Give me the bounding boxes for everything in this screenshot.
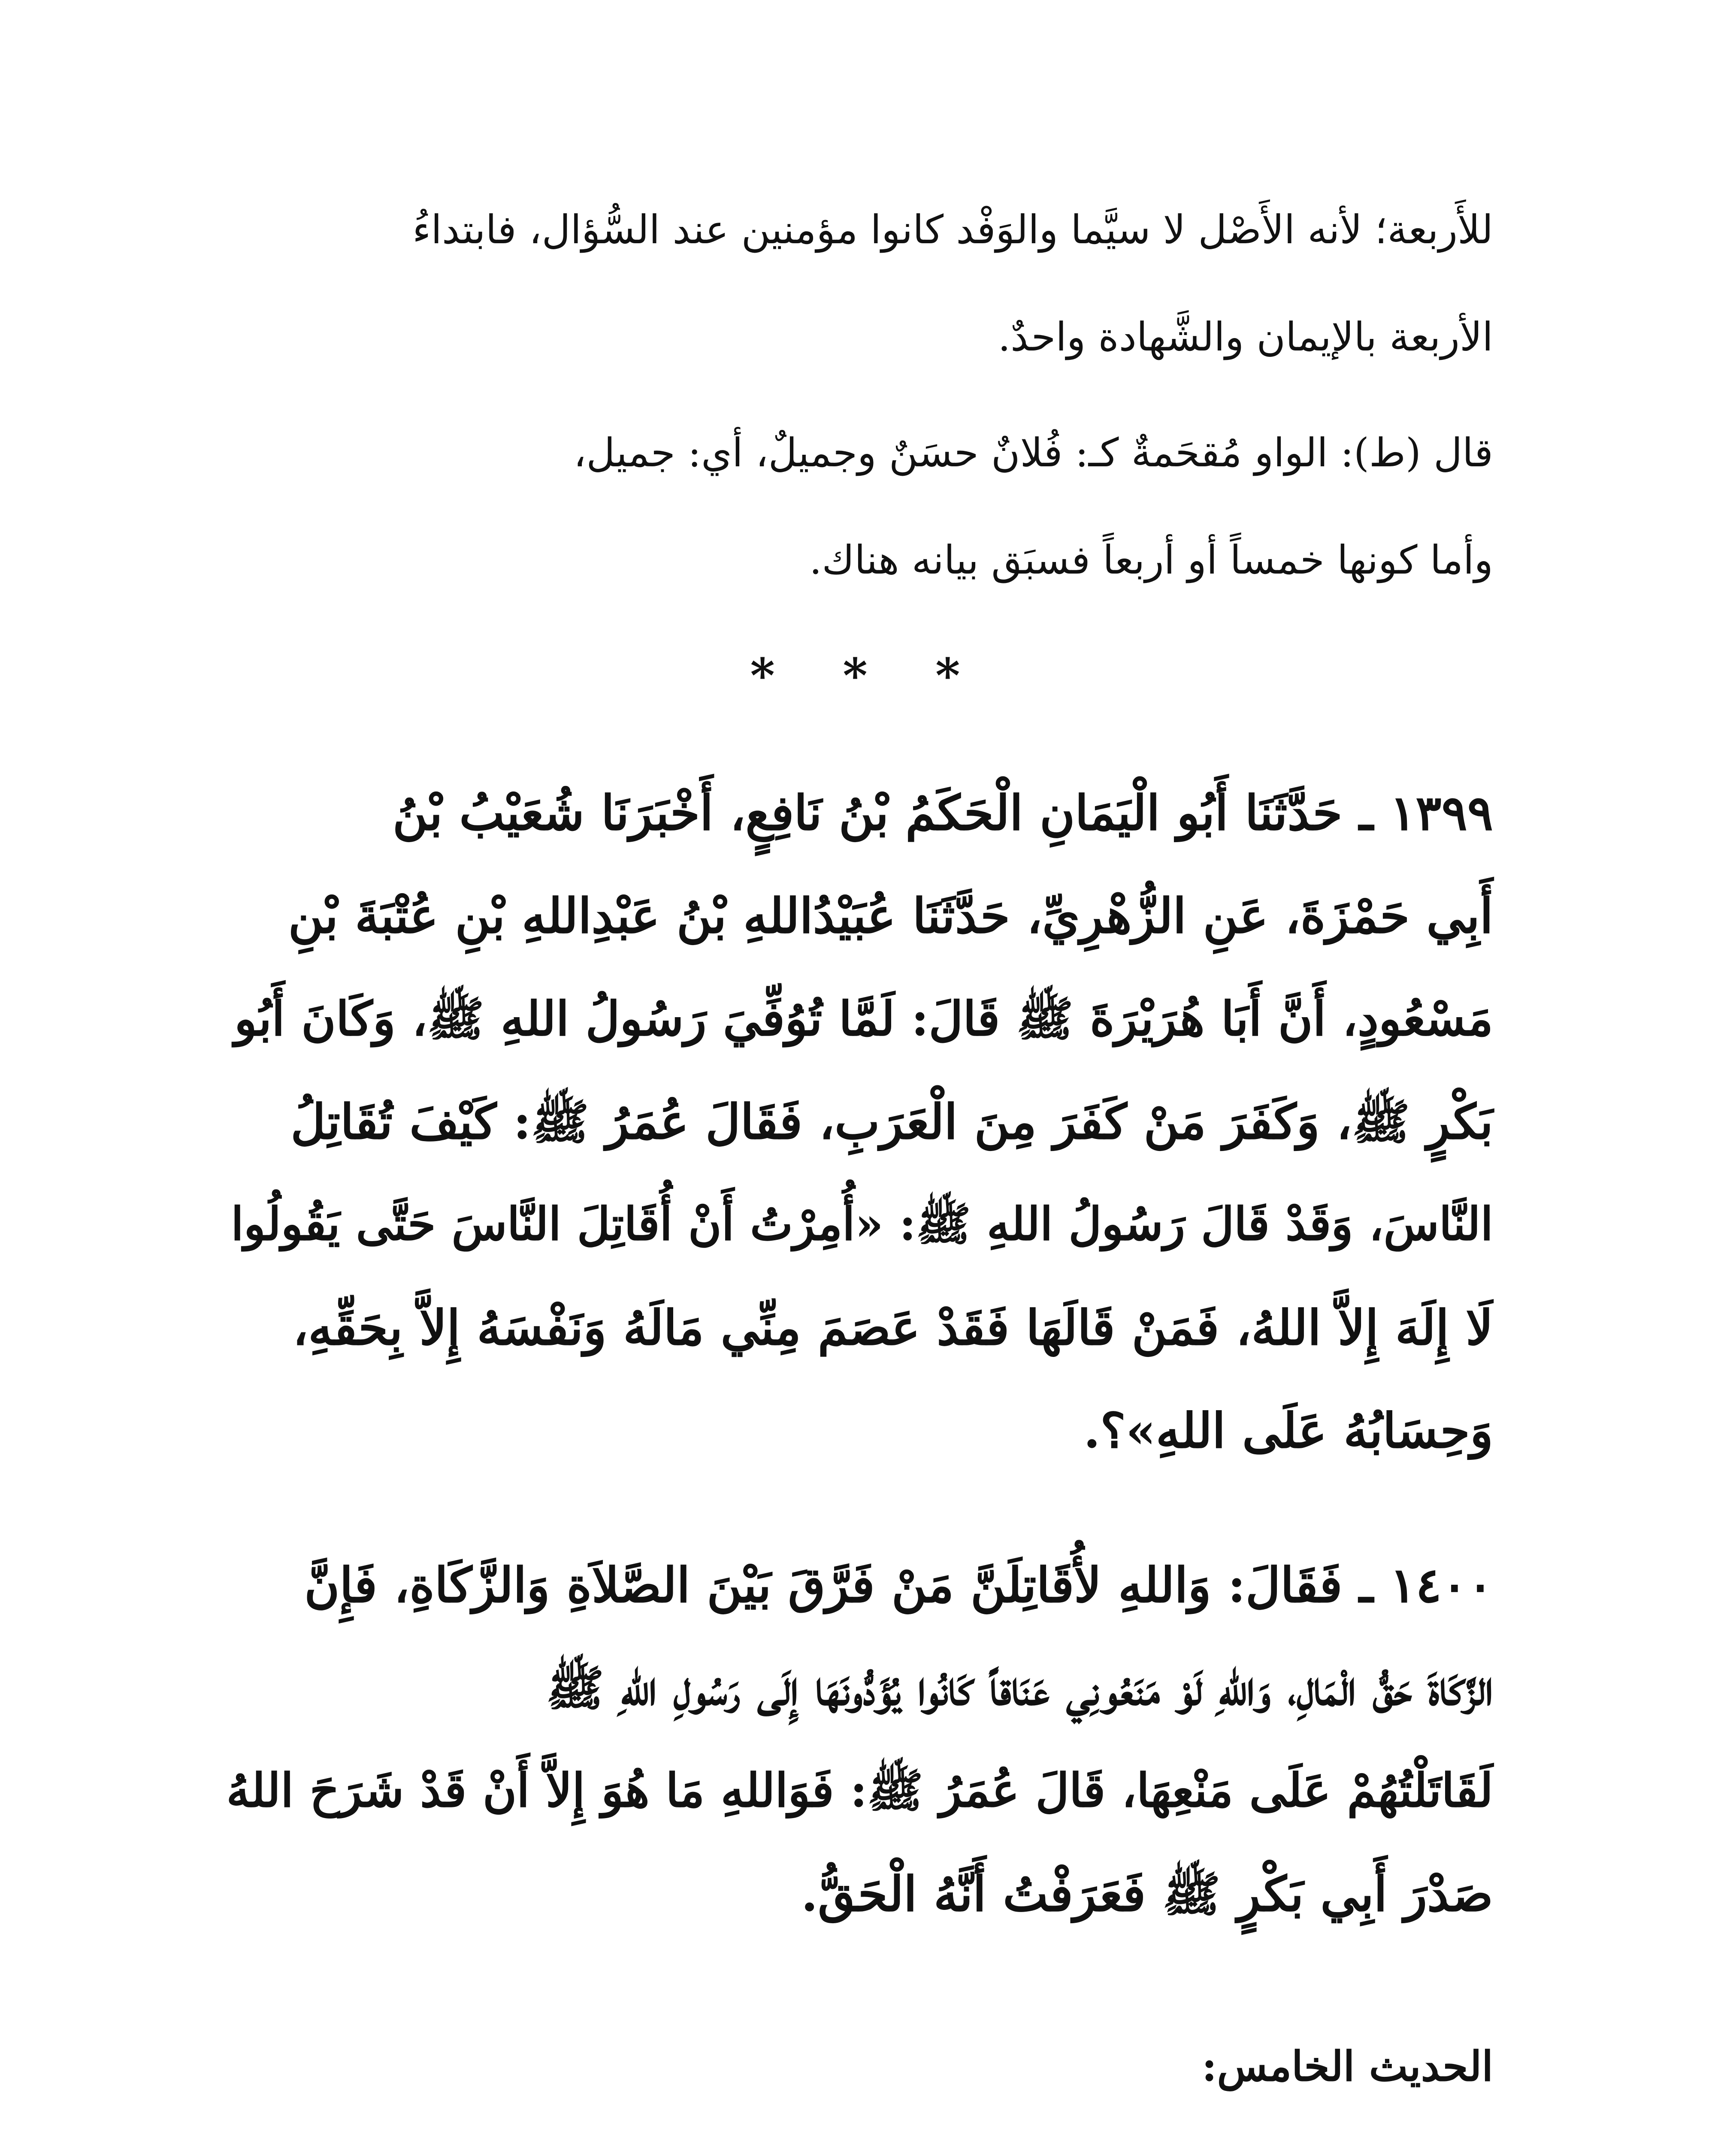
commentary-line: للأَربعة؛ لأنه الأَصْل لا سيَّما والوَفْد كانوا مؤمنين عند السُّؤال، فابتداءُ (412, 207, 1493, 253)
hadith-line: لَا إِلَهَ إِلاَّ اللهُ، فَمَنْ قَالَهَا فَقَدْ عَصَمَ مِنِّي مَالَهُ وَنَفْسَهُ إِلاَّ بِحَقِّهِ، (293, 1300, 1493, 1356)
hadith-line: صَدْرَ أَبِي بَكْرٍ ﷺ فَعَرَفْتُ أَنَّهُ الْحَقُّ. (801, 1866, 1493, 1922)
hadith-line: ١٣٩٩ ـ حَدَّثَنَا أَبُو الْيَمَانِ الْحَكَمُ بْنُ نَافِعٍ، أَخْبَرَنَا شُعَيْبُ بْنُ (392, 785, 1493, 841)
hadith-line: ١٤٠٠ ـ فَقَالَ: وَاللهِ لأُقَاتِلَنَّ مَنْ فَرَّقَ بَيْنَ الصَّلاَةِ وَالزَّكَاةِ، فَإِنَّ (304, 1557, 1493, 1613)
hadith-1399 (223, 781, 1493, 1489)
commentary-line: وأما كونها خمساً أو أربعاً فسبَق بيانه هناك. (809, 537, 1493, 583)
commentary-line: قال (ط): الواو مُقحَمةٌ كـ: فُلانٌ حسَنٌ وجميلٌ، أي: جميل، (573, 430, 1493, 476)
hadith-1400 (223, 1553, 1493, 1965)
section-separator: * * * (750, 648, 986, 703)
hadith-line: بَكْرٍ ﷺ، وَكَفَرَ مَنْ كَفَرَ مِنَ الْعَرَبِ، فَقَالَ عُمَرُ ﷺ: كَيْفَ تُقَاتِلُ (290, 1094, 1493, 1150)
hadith-line: لَقَاتَلْتُهُمْ عَلَى مَنْعِهَا، قَالَ عُمَرُ ﷺ: فَوَاللهِ مَا هُوَ إِلاَّ أَنْ قَدْ شَرَحَ اللهُ (226, 1764, 1493, 1818)
hadith-line: وَحِسَابُهُ عَلَى اللهِ»؟. (1083, 1403, 1493, 1459)
commentary-top (223, 202, 1493, 588)
hadith-line: مَسْعُودٍ، أَنَّ أَبَا هُرَيْرَةَ ﷺ قَالَ: لَمَّا تُوُفِّيَ رَسُولُ اللهِ ﷺ، وَكَانَ أَبُو (234, 991, 1493, 1046)
hadith-line: أَبِي حَمْزَةَ، عَنِ الزُّهْرِيِّ، حَدَّثَنَا عُبَيْدُاللهِ بْنُ عَبْدِاللهِ بْنِ عُتْبَةَ بْنِ (288, 888, 1493, 944)
hadith-line: النَّاسَ، وَقَدْ قَالَ رَسُولُ اللهِ ﷺ: «أُمِرْتُ أَنْ أُقَاتِلَ النَّاسَ حَتَّى يَقُولُوا (231, 1197, 1493, 1251)
hadith-line: الزَّكَاةَ حَقُّ الْمَالِ، وَاللهِ لَوْ مَنَعُونِي عَنَاقاً كَانُوا يُؤَدُّونَهَا إِلَى رَسُولِ اللهِ ﷺ (546, 1660, 1493, 1716)
section-heading: الحديث الخامس: (1201, 2042, 1493, 2091)
section-heading-block (223, 2033, 1493, 2102)
commentary-line: الأربعة بالإيمان والشَّهادة واحدٌ. (998, 314, 1493, 360)
